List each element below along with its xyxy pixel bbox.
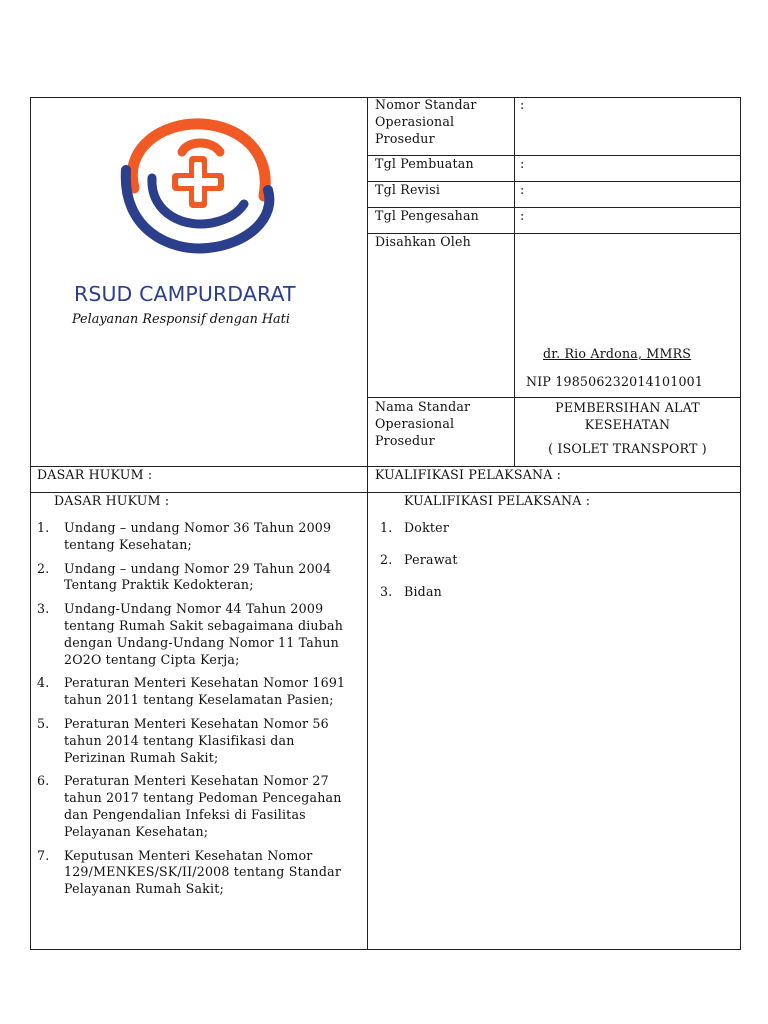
kualifikasi-list — [380, 520, 720, 600]
list-item: 1. Dokter — [380, 520, 450, 535]
dasar-hukum-list — [37, 520, 359, 898]
list-item: 1. Undang – undang Nomor 36 Tahun 2009 tentang Kesehatan; — [37, 520, 332, 552]
section-header-dasar-hukum: DASAR HUKUM : — [37, 467, 153, 482]
label-disahkan-oleh: Disahkan Oleh — [375, 234, 471, 249]
hospital-logo — [116, 118, 284, 254]
approver-nip: NIP 198506232014101001 — [526, 374, 704, 389]
label-tgl-revisi: Tgl Revisi — [375, 182, 441, 197]
list-item: 7. Keputusan Menteri Kesehatan Nomor 129/MENKES/SK/II/2008 tentang Standar Pelayanan Rumah Sakit; — [37, 847, 342, 897]
colon-tgl-revisi: : — [520, 182, 525, 197]
colon-nomor-sop: : — [520, 97, 525, 112]
list-item: 6. Peraturan Menteri Kesehatan Nomor 27 tahun 2017 tentang Pedoman Pencegahan dan Pengendalian Infeksi di Fasilitas Pelayanan Kesehatan; — [37, 773, 342, 839]
list-item: 5. Peraturan Menteri Kesehatan Nomor 56 tahun 2014 tentang Klasifikasi dan Perizinan Rumah Sakit; — [37, 715, 329, 765]
sop-title-line1: PEMBERSIHAN ALAT — [555, 400, 700, 415]
medical-cross-icon — [172, 156, 224, 208]
colon-tgl-pengesahan: : — [520, 208, 525, 223]
list-item: 3. Bidan — [380, 583, 442, 599]
colon-tgl-pembuatan: : — [520, 156, 525, 171]
brand-name: RSUD CAMPURDARAT — [74, 282, 296, 306]
sop-title-line2: KESEHATAN — [584, 417, 671, 432]
label-nama-sop: Nama Standar Operasional Prosedur — [375, 399, 471, 448]
label-tgl-pembuatan: Tgl Pembuatan — [375, 156, 474, 171]
sop-subtitle: ( ISOLET TRANSPORT ) — [548, 441, 707, 456]
approver-name: dr. Rio Ardona, MMRS — [543, 346, 692, 361]
dasar-hukum-heading: DASAR HUKUM : — [54, 493, 170, 508]
list-item: 4. Peraturan Menteri Kesehatan Nomor 1691 tahun 2011 tentang Keselamatan Pasien; — [37, 675, 346, 708]
label-tgl-pengesahan: Tgl Pengesahan — [375, 208, 479, 223]
list-item: 2. Perawat — [380, 551, 458, 567]
label-nomor-sop: Nomor Standar Operasional Prosedur — [375, 97, 477, 146]
brand-tagline: Pelayanan Responsif dengan Hati — [72, 312, 290, 327]
kualifikasi-heading: KUALIFIKASI PELAKSANA : — [404, 493, 591, 508]
section-header-kualifikasi: KUALIFIKASI PELAKSANA : — [375, 467, 562, 482]
list-item: 2. Undang – undang Nomor 29 Tahun 2004 Tentang Praktik Kedokteran; — [37, 560, 332, 593]
list-item: 3. Undang-Undang Nomor 44 Tahun 2009 tentang Rumah Sakit sebagaimana diubah dengan Undang-Undang Nomor 11 Tahun 2O2O tentang Cipta Kerja; — [37, 601, 344, 667]
